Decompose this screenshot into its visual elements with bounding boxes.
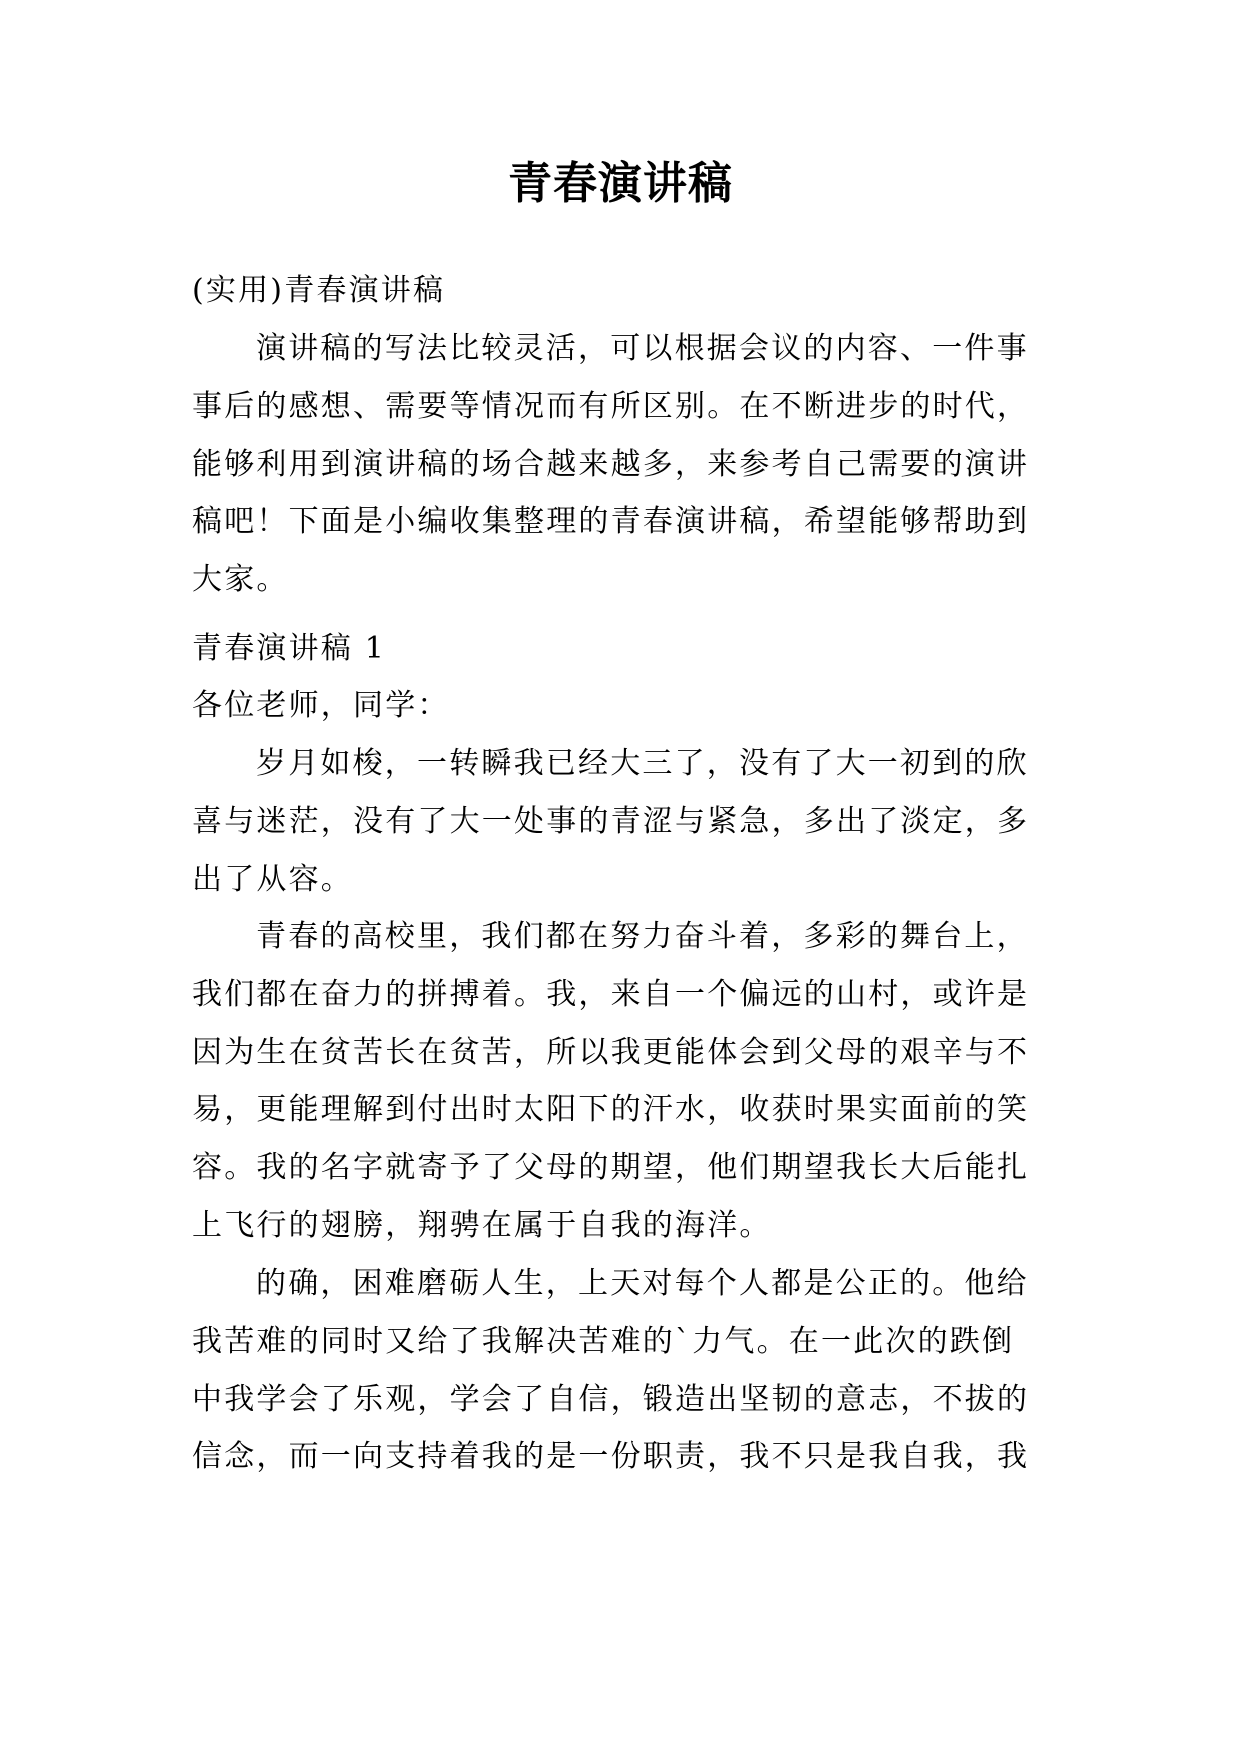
document-title: 青春演讲稿 — [508, 158, 733, 209]
intro-line: 演讲稿的写法比较灵活，可以根据会议的内容、一件事 — [256, 331, 1029, 366]
speech-paragraph-3 — [192, 1255, 1052, 1486]
paragraph-line: 我苦难的同时又给了我解决苦难的`力气。在一此次的跌倒 — [192, 1323, 1015, 1359]
intro-paragraph — [192, 320, 1052, 609]
paragraph-line: 信念，而一向支持着我的是一份职责，我不只是我自我，我 — [192, 1439, 1030, 1475]
greeting-text: 各位老师，同学： — [192, 688, 450, 723]
section-heading — [192, 620, 1052, 678]
paragraph-line: 喜与迷茫，没有了大一处事的青涩与紧急，多出了淡定，多 — [192, 803, 1030, 839]
intro-line: 事后的感想、需要等情况而有所区别。在不断进步的时代， — [192, 388, 1030, 424]
document-subtitle — [192, 262, 1052, 320]
speech-paragraph-1 — [192, 735, 1052, 908]
paragraph-line: 上飞行的翅膀，翔骋在属于自我的海洋。 — [192, 1207, 772, 1243]
paragraph-line: 岁月如梭，一转瞬我已经大三了，没有了大一初到的欣 — [256, 746, 1029, 781]
paragraph-line: 青春的高校里，我们都在努力奋斗着，多彩的舞台上， — [256, 919, 1029, 954]
paragraph-line: 出了从容。 — [192, 861, 353, 897]
paragraph-line: 容。我的名字就寄予了父母的期望，他们期望我长大后能扎 — [192, 1150, 1030, 1186]
greeting — [192, 677, 1052, 735]
section-heading-text: 青春演讲稿 1 — [192, 631, 387, 666]
paragraph-line: 我们都在奋力的拼搏着。我，来自一个偏远的山村，或许是 — [192, 976, 1030, 1012]
paragraph-line: 中我学会了乐观，学会了自信，锻造出坚韧的意志，不拔的 — [192, 1381, 1030, 1417]
intro-line: 大家。 — [192, 562, 289, 598]
paragraph-line: 易，更能理解到付出时太阳下的汗水，收获时果实面前的笑 — [192, 1092, 1030, 1128]
paragraph-line: 因为生在贫苦长在贫苦，所以我更能体会到父母的艰辛与不 — [192, 1034, 1030, 1070]
intro-line: 稿吧！下面是小编收集整理的青春演讲稿，希望能够帮助到 — [192, 504, 1030, 540]
subtitle-line: (实用)青春演讲稿 — [192, 273, 446, 308]
paragraph-line: 的确，困难磨砺人生，上天对每个人都是公正的。他给 — [256, 1266, 1029, 1301]
intro-line: 能够利用到演讲稿的场合越来越多，来参考自己需要的演讲 — [192, 446, 1030, 482]
speech-paragraph-2 — [192, 908, 1052, 1255]
